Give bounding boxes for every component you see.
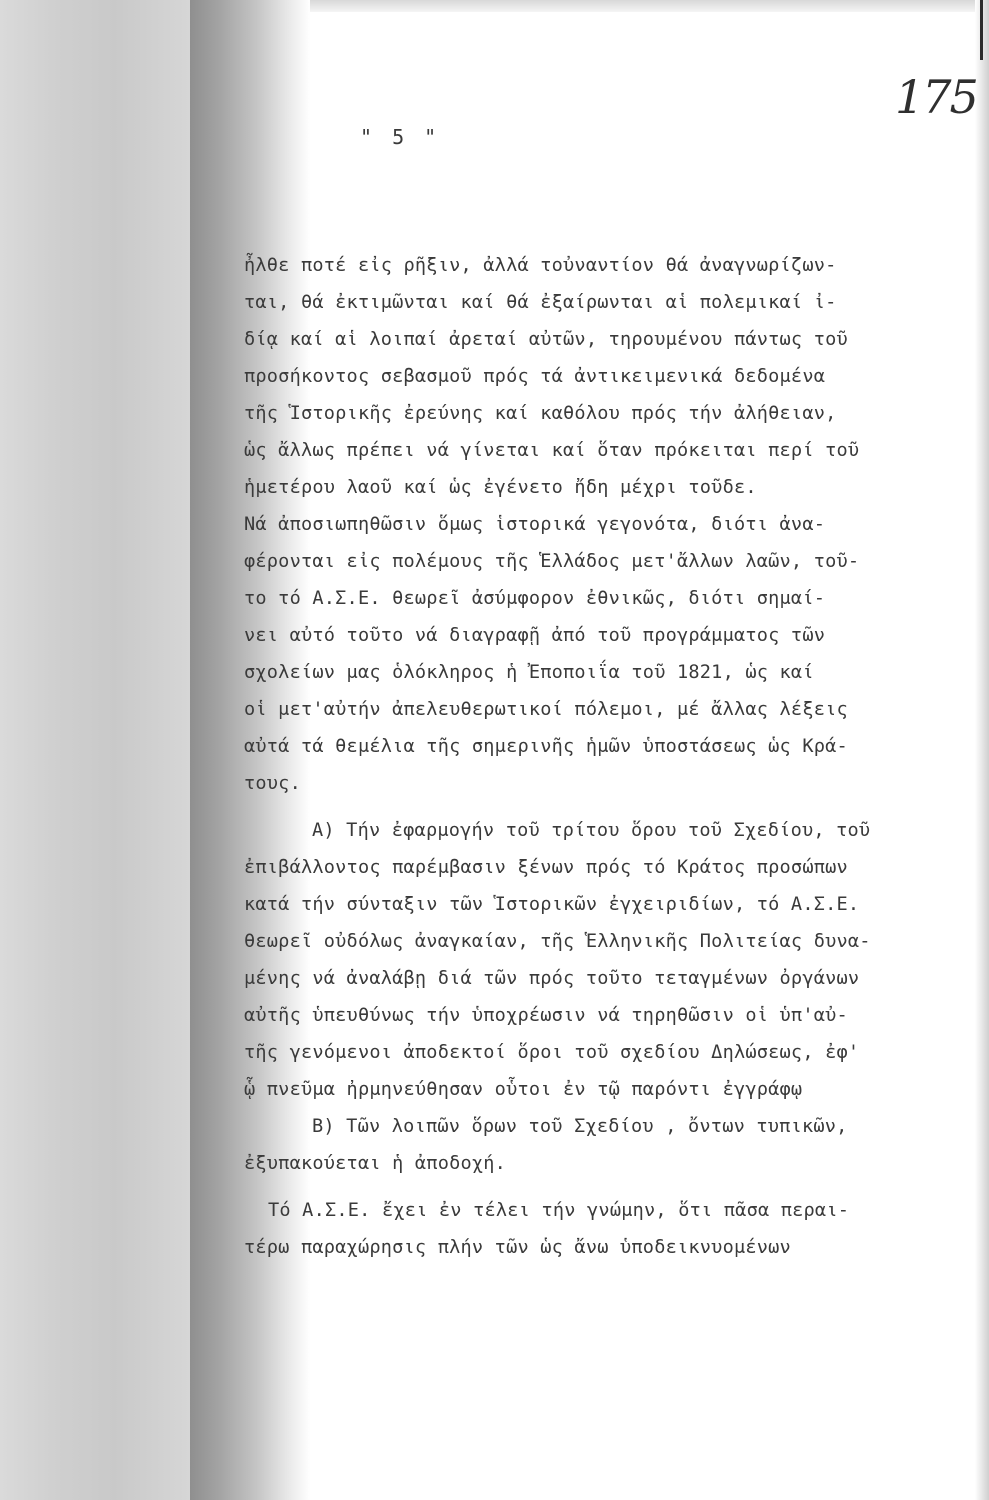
scan-right-edge-mark bbox=[980, 0, 983, 60]
scan-left-margin bbox=[0, 0, 190, 1500]
text-line: Νά ἀποσιωπηθῶσιν ὅμως ἱστορικά γεγονότα, διότι ἀνα- bbox=[244, 514, 826, 535]
text-line: ἐπιβάλλοντος παρέμβασιν ξένων πρός τό Κράτος προσώπων bbox=[244, 857, 848, 878]
text-line: κατά τήν σύνταξιν τῶν Ἱστορικῶν ἐγχειριδίων, τό Α.Σ.Ε. bbox=[244, 894, 860, 915]
text-line: νει αὐτό τοῦτο νά διαγραφῇ ἀπό τοῦ προγράμματος τῶν bbox=[244, 625, 826, 646]
text-line: μένης νά ἀναλάβῃ διά τῶν πρός τοῦτο τεταγμένων ὀργάνων bbox=[244, 968, 860, 989]
text-line: φέρονται εἰς πολέμους τῆς Ἑλλάδος μετ'ἄλλων λαῶν, τοῦ- bbox=[244, 551, 860, 572]
text-line: ἡμετέρου λαοῦ καί ὡς ἐγένετο ἤδη μέχρι τοῦδε. bbox=[244, 477, 757, 498]
text-line: ᾧ πνεῦμα ἠρμηνεύθησαν οὗτοι ἐν τῷ παρόντι ἐγγράφῳ bbox=[244, 1079, 803, 1100]
text-line: ὡς ἄλλως πρέπει νά γίνεται καί ὅταν πρόκειται περί τοῦ bbox=[244, 440, 860, 461]
text-line: προσήκοντος σεβασμοῦ πρός τά ἀντικειμενικά δεδομένα bbox=[244, 366, 826, 387]
text-line: το τό Α.Σ.Ε. θεωρεῖ ἀσύμφορον ἐθνικῶς, διότι σημαί- bbox=[244, 588, 826, 609]
handwritten-page-number: 175 bbox=[895, 70, 977, 124]
text-line: θεωρεῖ οὐδόλως ἀναγκαίαν, τῆς Ἑλληνικῆς Πολιτείας δυνα- bbox=[244, 931, 871, 952]
text-line-section-a: Α) Τήν ἐφαρμογήν τοῦ τρίτου ὅρου τοῦ Σχεδίου, τοῦ bbox=[312, 820, 871, 841]
text-line: ἐξυπακούεται ἡ ἀποδοχή. bbox=[244, 1153, 507, 1174]
text-line: τους. bbox=[244, 773, 301, 794]
text-line: ἦλθε ποτέ εἰς ρῆξιν, ἀλλά τοὐναντίον θά ἀναγνωρίζων- bbox=[244, 255, 837, 276]
text-line: αὐτῆς ὑπευθύνως τήν ὑποχρέωσιν νά τηρηθῶσιν οἱ ὑπ'αὐ- bbox=[244, 1005, 848, 1026]
document-body bbox=[244, 247, 964, 1266]
text-line-conclusion: Τό Α.Σ.Ε. ἔχει ἐν τέλει τήν γνώμην, ὅτι πᾶσα περαι- bbox=[268, 1200, 850, 1221]
text-line: αὐτά τά θεμέλια τῆς σημερινῆς ἡμῶν ὑποστάσεως ὡς Κρά- bbox=[244, 736, 848, 757]
text-line: ται, θά ἐκτιμῶνται καί θά ἐξαίρωνται αἱ πολεμικαί ἰ- bbox=[244, 292, 837, 313]
text-line: δίᾳ καί αἱ λοιπαί ἀρεταί αὐτῶν, τηρουμένου πάντως τοῦ bbox=[244, 329, 848, 350]
text-line: σχολείων μας ὁλόκληρος ἡ Ἐποποιΐα τοῦ 1821, ὡς καί bbox=[244, 662, 814, 683]
scan-right-edge bbox=[975, 0, 989, 1500]
text-line: οἱ μετ'αὐτήν ἀπελευθερωτικοί πόλεμοι, μέ ἄλλας λέξεις bbox=[244, 699, 848, 720]
text-line-section-b: Β) Τῶν λοιπῶν ὅρων τοῦ Σχεδίου , ὄντων τυπικῶν, bbox=[312, 1116, 848, 1137]
typed-page-number: " 5 " bbox=[360, 125, 441, 149]
text-line: τῆς Ἱστορικῆς ἐρεύνης καί καθόλου πρός τήν ἀλήθειαν, bbox=[244, 403, 837, 424]
text-line: τῆς γενόμενοι ἀποδεκτοί ὅροι τοῦ σχεδίου Δηλώσεως, ἐφ' bbox=[244, 1042, 860, 1063]
text-line: τέρω παραχώρησις πλήν τῶν ὡς ἄνω ὑποδεικνυομένων bbox=[244, 1237, 791, 1258]
